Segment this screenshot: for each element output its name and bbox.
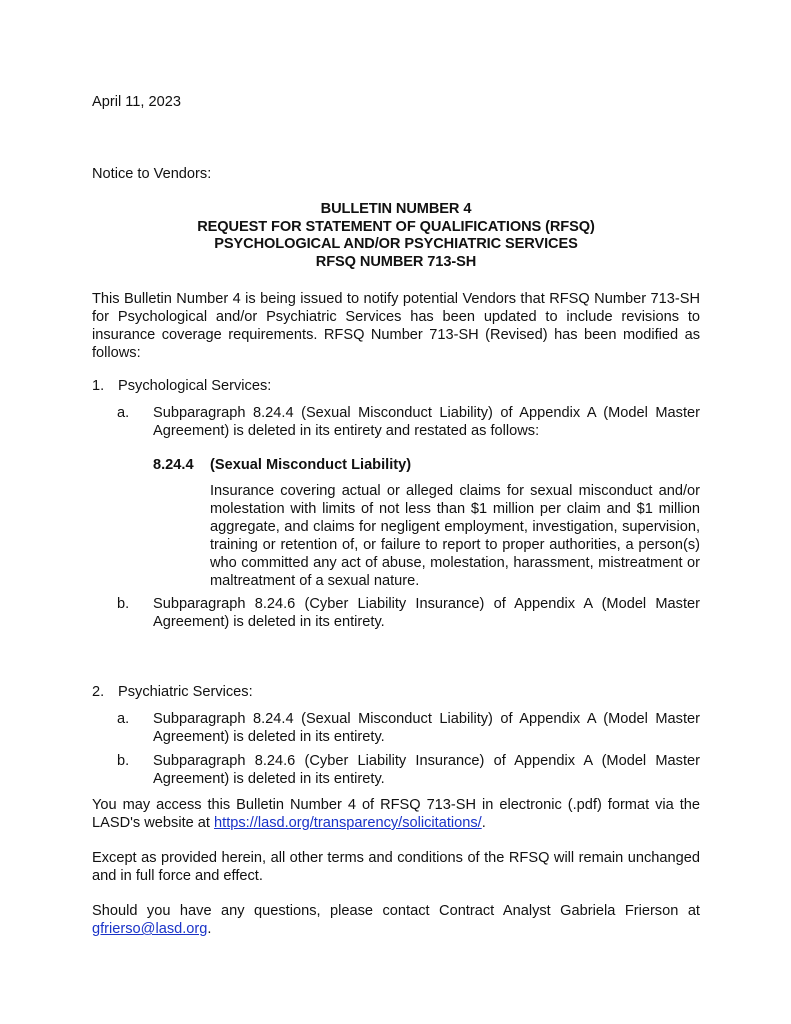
questions-paragraph (92, 902, 700, 938)
access-text: You may access this Bulletin Number 4 of RFSQ 713-SH in electronic (.pdf) format via the LASD's website at (92, 797, 700, 831)
access-paragraph (92, 796, 700, 832)
subitem-letter: b. (117, 596, 130, 612)
section-heading: Psychological Services: (118, 378, 272, 394)
section-psychiatric-services (92, 683, 700, 788)
subitem-2b (92, 752, 700, 788)
questions-text-end: . (207, 921, 212, 937)
intro-paragraph: This Bulletin Number 4 is being issued to notify potential Vendors that RFSQ Number 713-SH for Psychological and/or Psychiatric Services has been updated to include revisions to insurance coverage requirements. RFSQ Number 713-SH (Revised) has been modified as follows: (92, 291, 700, 361)
greeting: Notice to Vendors: (92, 166, 212, 182)
subitem-text: Subparagraph 8.24.4 (Sexual Misconduct Liability) of Appendix A (Model Master Agreement) is deleted in its entirety. (153, 711, 700, 745)
title-line-bulletin-number: BULLETIN NUMBER 4 (320, 201, 472, 217)
contact-email-link[interactable]: gfrierso@lasd.org (92, 921, 208, 937)
document-date: April 11, 2023 (92, 94, 181, 110)
subitem-text: Subparagraph 8.24.6 (Cyber Liability Insurance) of Appendix A (Model Master Agreement) is deleted in its entirety. (153, 753, 700, 787)
title-line-rfsq-number: RFSQ NUMBER 713-SH (315, 253, 477, 270)
except-paragraph: Except as provided herein, all other terms and conditions of the RFSQ will remain unchanged and in full force and effect. (92, 850, 700, 884)
bulletin-title (92, 201, 700, 271)
clause-number: 8.24.4 (153, 457, 194, 473)
section-number: 1. (92, 378, 105, 394)
clause-body: Insurance covering actual or alleged claims for sexual misconduct and/or molestation with limits of not less than $1 million per claim and $1 million aggregate, and claims for negligent employment, investigation, supervision, training or retention of, or failure to report to proper authorities, a person(s) who committed any act of abuse, molestation, harassment, mistreatment or maltreatment of a sexual nature. (210, 483, 700, 589)
section-heading: Psychiatric Services: (118, 684, 253, 700)
subitem-text: Subparagraph 8.24.4 (Sexual Misconduct Liability) of Appendix A (Model Master Agreement) is deleted in its entirety and restated as follows: (153, 405, 700, 439)
subitem-letter: b. (117, 753, 130, 769)
subitem-letter: a. (117, 711, 130, 727)
access-text-end: . (481, 815, 486, 831)
clause-8-24-4 (153, 456, 700, 590)
title-line-rfsq: REQUEST FOR STATEMENT OF QUALIFICATIONS (RFSQ) (197, 218, 595, 235)
questions-text: Should you have any questions, please contact Contract Analyst Gabriela Frierson at (92, 903, 700, 919)
title-line-services: PSYCHOLOGICAL AND/OR PSYCHIATRIC SERVICES (214, 236, 578, 252)
solicitations-link[interactable]: https://lasd.org/transparency/solicitations/ (214, 815, 482, 831)
subitem-1b (92, 595, 700, 631)
section-number: 2. (92, 684, 105, 700)
subitem-text: Subparagraph 8.24.6 (Cyber Liability Insurance) of Appendix A (Model Master Agreement) is deleted in its entirety. (153, 596, 700, 630)
clause-heading: (Sexual Misconduct Liability) (210, 457, 412, 473)
subitem-2a (92, 710, 700, 746)
subitem-1a (92, 404, 700, 440)
section-psychological-services (92, 377, 700, 631)
subitem-letter: a. (117, 405, 130, 421)
